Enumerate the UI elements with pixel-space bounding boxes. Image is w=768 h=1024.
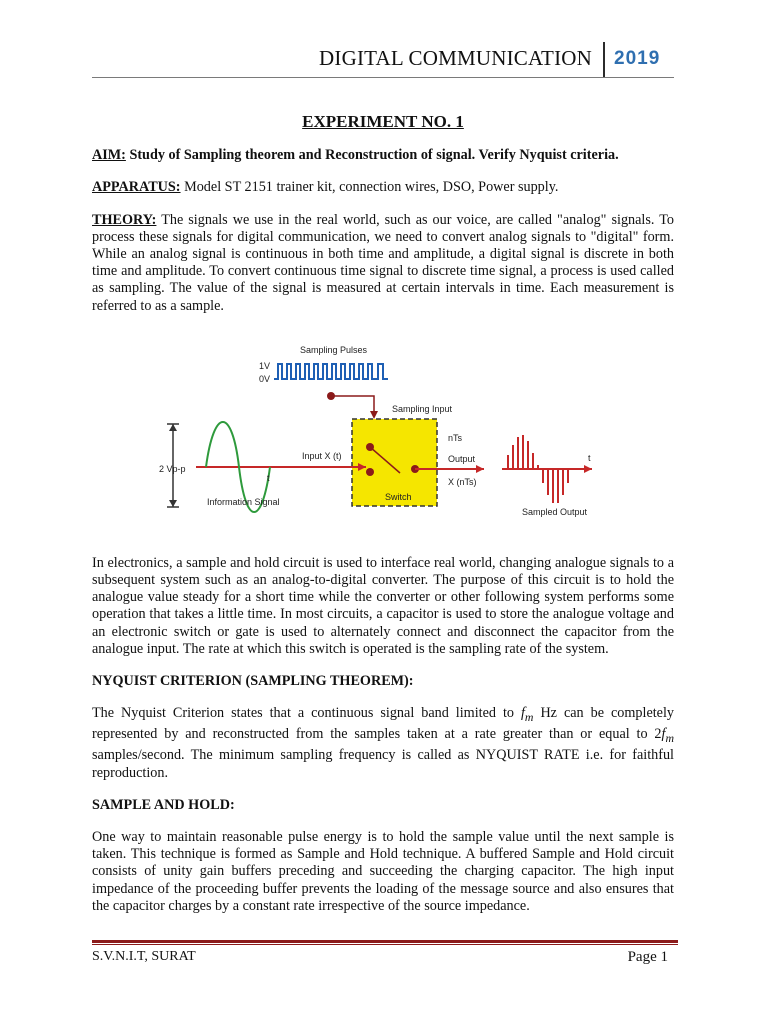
sample-and-hold-paragraph: One way to maintain reasonable pulse energy is to hold the sample value until the next sample is taken. This technique is formed as Sample and Hold technique. A buffered Sample and Hold circuit consists of unity gain buffers preceding and succeeding the charging capacitor. The high input impedance of the proceeding buffer prevents the loading of the message source and also ensures that the capacitor charges by a constant rate irrespective of the source impedance. <box>92 828 674 914</box>
nyquist-text-2: Hz can be completely represented by and reconstructed from the samples taken at a rate greater than or equal to 2 <box>92 705 675 743</box>
sampling-pulses-label: Sampling Pulses <box>300 344 368 355</box>
footer-rule-thin <box>92 944 678 945</box>
apparatus-paragraph <box>92 179 674 196</box>
sample-hold-intro: In electronics, a sample and hold circuit is used to interface real world, changing analogue signals to a subsequent system such as an analog-to-digital converter. The purpose of this circuit is to hold the analogue value steady for a short time while the converter or other following system performs some operation that takes a little time. In most circuits, a capacitor is used to store the analogue voltage and an electronic switch or gate is used to alternately connect and disconnect the capacitor from the analogue input. The rate at which this switch is operated is the sampling rate of the system. <box>92 554 674 657</box>
x-nts-label: X (nTs) <box>448 476 477 487</box>
fm-symbol-2: $f_m$ <box>661 726 674 746</box>
v-low-label: 0V <box>259 373 271 384</box>
footer-rule <box>92 940 678 943</box>
header-year: 2019 <box>614 48 661 69</box>
amplitude-label: 2 Vp-p <box>159 463 186 474</box>
theory-label: THEORY: <box>92 211 157 228</box>
fm-symbol-1: $f_m$ <box>520 705 534 725</box>
header-rule <box>92 77 674 78</box>
sampling-diagram <box>92 337 674 529</box>
sampling-input-line <box>331 396 374 413</box>
sampling-input-arrow <box>370 411 378 419</box>
apparatus-text: Model ST 2151 trainer kit, connection wires, DSO, Power supply. <box>180 179 559 196</box>
input-x-label: Input X (t) <box>302 450 342 461</box>
nyquist-text-3: samples/second. The minimum sampling frequency is called as NYQUIST RATE i.e. for faithful reproduction. <box>92 747 674 781</box>
theory-paragraph <box>92 212 674 315</box>
t-axis-output-label: t <box>588 452 591 463</box>
header-title: DIGITAL COMMUNICATION <box>319 46 592 70</box>
sampled-output-label: Sampled Output <box>522 506 588 517</box>
v-high-label: 1V <box>259 360 271 371</box>
t-axis-label: t <box>267 472 270 483</box>
pulse-train <box>274 364 388 379</box>
page-number: Page 1 <box>627 949 668 965</box>
information-signal-label: Information Signal <box>207 496 280 507</box>
switch-label: Switch <box>385 491 412 502</box>
header-divider <box>603 42 605 78</box>
aim-paragraph <box>92 147 674 164</box>
theory-text: The signals we use in the real world, such as our voice, are called "analog" signals. To process these signals for digital communication, we need to convert analog signals to "digital" form. While an analog signal is continuous in both time and amplitude, a digital signal is discrete in both time and amplitude. To convert continuous time signal to discrete time signal, a process is used called as sampling. The value of the signal is measured at certain intervals in time. Each measurement is referred to as a sample. <box>92 211 674 314</box>
output-label: Output <box>448 453 476 464</box>
aim-label: AIM: <box>92 147 126 164</box>
sampling-input-label: Sampling Input <box>392 403 453 414</box>
nyquist-paragraph <box>92 705 674 781</box>
aim-text: Study of Sampling theorem and Reconstruction of signal. Verify Nyquist criteria. <box>125 147 619 164</box>
sampled-output-stems <box>508 435 568 503</box>
apparatus-label: APPARATUS: <box>92 179 181 196</box>
experiment-title: EXPERIMENT NO. 1 <box>302 112 464 131</box>
footer-institution: S.V.N.I.T, SURAT <box>92 949 196 964</box>
sampling-diagram-svg <box>152 337 622 529</box>
nyquist-text-1: The Nyquist Criterion states that a continuous signal band limited to <box>92 705 521 722</box>
document-body <box>92 113 674 930</box>
nts-label: nTs <box>448 432 463 443</box>
page-header <box>0 40 768 80</box>
switch-node-input <box>366 468 374 476</box>
nyquist-heading: NYQUIST CRITERION (SAMPLING THEOREM): <box>92 673 414 690</box>
sample-and-hold-heading: SAMPLE AND HOLD: <box>92 796 235 813</box>
